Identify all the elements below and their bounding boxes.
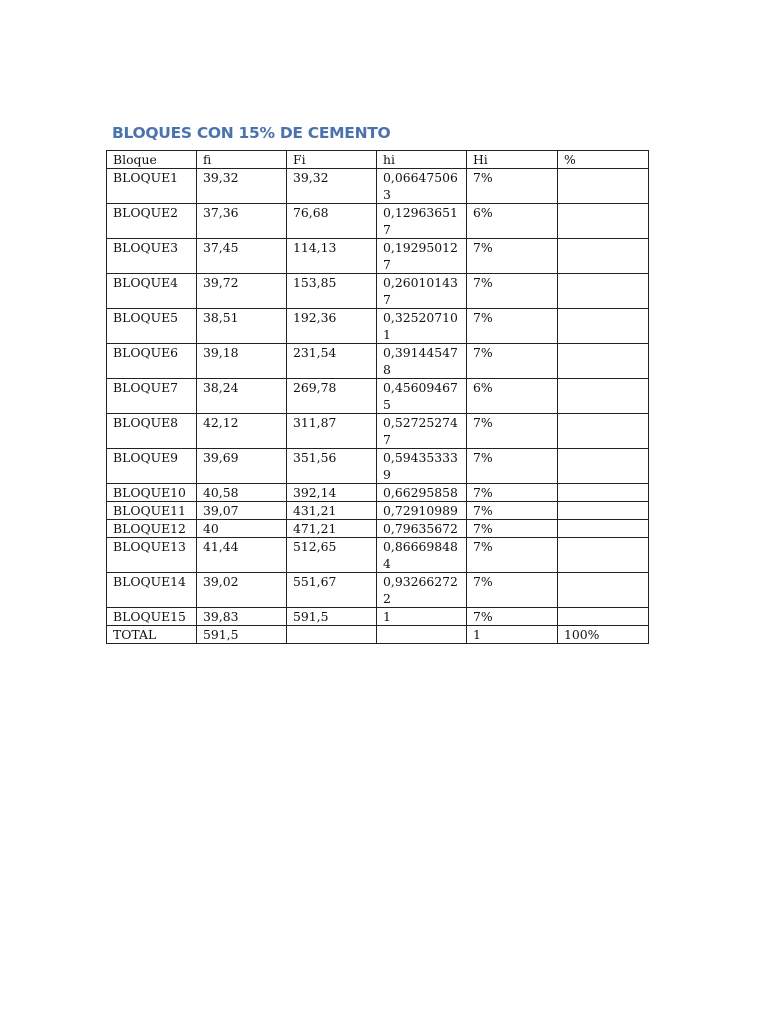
hi-cell: 0,06647506 3 <box>377 169 467 204</box>
hi-cumulative-cell: 6% <box>467 379 558 414</box>
fi-cell: 40 <box>197 520 287 538</box>
fi-cell: 38,24 <box>197 379 287 414</box>
fi-cumulative-cell: 192,36 <box>287 309 377 344</box>
percent-cell <box>558 204 649 239</box>
table-footer <box>107 626 649 644</box>
fi-cumulative-cell: 512,65 <box>287 538 377 573</box>
fi-cell: 39,02 <box>197 573 287 608</box>
hi-cell: 0,79635672 <box>377 520 467 538</box>
total-fi-cell: 591,5 <box>197 626 287 644</box>
table-row <box>107 520 649 538</box>
hi-cumulative-cell: 7% <box>467 502 558 520</box>
hi-cumulative-cell: 6% <box>467 204 558 239</box>
bloque-cell: BLOQUE14 <box>107 573 197 608</box>
hi-cumulative-cell: 7% <box>467 239 558 274</box>
hi-cumulative-cell: 7% <box>467 309 558 344</box>
fi-cell: 42,12 <box>197 414 287 449</box>
fi-cumulative-cell: 471,21 <box>287 520 377 538</box>
fi-cumulative-cell: 431,21 <box>287 502 377 520</box>
bloque-cell: BLOQUE6 <box>107 344 197 379</box>
fi-cumulative-cell: 311,87 <box>287 414 377 449</box>
table-header-row <box>107 151 649 169</box>
header-cell-percent: % <box>558 151 649 169</box>
header-cell-fi: fi <box>197 151 287 169</box>
fi-cumulative-cell: 269,78 <box>287 379 377 414</box>
fi-cumulative-cell: 231,54 <box>287 344 377 379</box>
blocks-table <box>106 150 649 644</box>
table-total-row <box>107 626 649 644</box>
bloque-cell: BLOQUE11 <box>107 502 197 520</box>
bloque-cell: BLOQUE4 <box>107 274 197 309</box>
document-heading: BLOQUES CON 15% DE CEMENTO <box>112 124 391 142</box>
hi-cumulative-cell: 7% <box>467 520 558 538</box>
percent-cell <box>558 502 649 520</box>
hi-cell: 0,12963651 7 <box>377 204 467 239</box>
bloque-cell: BLOQUE5 <box>107 309 197 344</box>
bloque-cell: BLOQUE3 <box>107 239 197 274</box>
fi-cumulative-cell: 591,5 <box>287 608 377 626</box>
percent-cell <box>558 520 649 538</box>
percent-cell <box>558 484 649 502</box>
table-row <box>107 449 649 484</box>
fi-cell: 39,32 <box>197 169 287 204</box>
fi-cell: 39,07 <box>197 502 287 520</box>
hi-cumulative-cell: 7% <box>467 538 558 573</box>
fi-cell: 40,58 <box>197 484 287 502</box>
fi-cumulative-cell: 351,56 <box>287 449 377 484</box>
table-body <box>107 169 649 626</box>
bloque-cell: BLOQUE15 <box>107 608 197 626</box>
percent-cell <box>558 239 649 274</box>
hi-cumulative-cell: 7% <box>467 484 558 502</box>
bloque-cell: BLOQUE7 <box>107 379 197 414</box>
hi-cell: 1 <box>377 608 467 626</box>
bloque-cell: BLOQUE13 <box>107 538 197 573</box>
hi-cell: 0,66295858 <box>377 484 467 502</box>
percent-cell <box>558 449 649 484</box>
bloque-cell: BLOQUE8 <box>107 414 197 449</box>
hi-cumulative-cell: 7% <box>467 344 558 379</box>
header-cell-hi: hi <box>377 151 467 169</box>
table-row <box>107 608 649 626</box>
fi-cell: 38,51 <box>197 309 287 344</box>
bloque-cell: BLOQUE10 <box>107 484 197 502</box>
percent-cell <box>558 538 649 573</box>
percent-cell <box>558 274 649 309</box>
header-cell-hi-cumulative: Hi <box>467 151 558 169</box>
fi-cumulative-cell: 392,14 <box>287 484 377 502</box>
hi-cumulative-cell: 7% <box>467 608 558 626</box>
hi-cumulative-cell: 7% <box>467 274 558 309</box>
total-hi-cell <box>377 626 467 644</box>
total-label-cell: TOTAL <box>107 626 197 644</box>
table-row <box>107 239 649 274</box>
table-row <box>107 573 649 608</box>
percent-cell <box>558 309 649 344</box>
bloque-cell: BLOQUE12 <box>107 520 197 538</box>
table-row <box>107 344 649 379</box>
hi-cell: 0,45609467 5 <box>377 379 467 414</box>
header-cell-fi-cumulative: Fi <box>287 151 377 169</box>
percent-cell <box>558 608 649 626</box>
percent-cell <box>558 573 649 608</box>
fi-cumulative-cell: 39,32 <box>287 169 377 204</box>
fi-cumulative-cell: 114,13 <box>287 239 377 274</box>
table-row <box>107 484 649 502</box>
hi-cell: 0,93266272 2 <box>377 573 467 608</box>
fi-cell: 39,72 <box>197 274 287 309</box>
table-row <box>107 538 649 573</box>
fi-cumulative-cell: 153,85 <box>287 274 377 309</box>
hi-cell: 0,52725274 7 <box>377 414 467 449</box>
percent-cell <box>558 344 649 379</box>
hi-cumulative-cell: 7% <box>467 169 558 204</box>
total-fi-cumulative-cell <box>287 626 377 644</box>
table-row <box>107 204 649 239</box>
percent-cell <box>558 379 649 414</box>
bloque-cell: BLOQUE1 <box>107 169 197 204</box>
bloque-cell: BLOQUE2 <box>107 204 197 239</box>
fi-cell: 37,36 <box>197 204 287 239</box>
hi-cell: 0,72910989 <box>377 502 467 520</box>
fi-cell: 37,45 <box>197 239 287 274</box>
table-row <box>107 309 649 344</box>
table-header <box>107 151 649 169</box>
hi-cell: 0,19295012 7 <box>377 239 467 274</box>
total-percent-cell: 100% <box>558 626 649 644</box>
hi-cell: 0,39144547 8 <box>377 344 467 379</box>
table-row <box>107 379 649 414</box>
header-cell-bloque: Bloque <box>107 151 197 169</box>
fi-cell: 41,44 <box>197 538 287 573</box>
hi-cumulative-cell: 7% <box>467 573 558 608</box>
fi-cumulative-cell: 551,67 <box>287 573 377 608</box>
table-row <box>107 274 649 309</box>
total-hi-cumulative-cell: 1 <box>467 626 558 644</box>
table-row <box>107 502 649 520</box>
table-row <box>107 414 649 449</box>
fi-cell: 39,83 <box>197 608 287 626</box>
hi-cell: 0,26010143 7 <box>377 274 467 309</box>
percent-cell <box>558 414 649 449</box>
hi-cell: 0,32520710 1 <box>377 309 467 344</box>
table-row <box>107 169 649 204</box>
fi-cumulative-cell: 76,68 <box>287 204 377 239</box>
bloque-cell: BLOQUE9 <box>107 449 197 484</box>
fi-cell: 39,18 <box>197 344 287 379</box>
fi-cell: 39,69 <box>197 449 287 484</box>
percent-cell <box>558 169 649 204</box>
hi-cell: 0,59435333 9 <box>377 449 467 484</box>
hi-cell: 0,86669848 4 <box>377 538 467 573</box>
hi-cumulative-cell: 7% <box>467 414 558 449</box>
hi-cumulative-cell: 7% <box>467 449 558 484</box>
